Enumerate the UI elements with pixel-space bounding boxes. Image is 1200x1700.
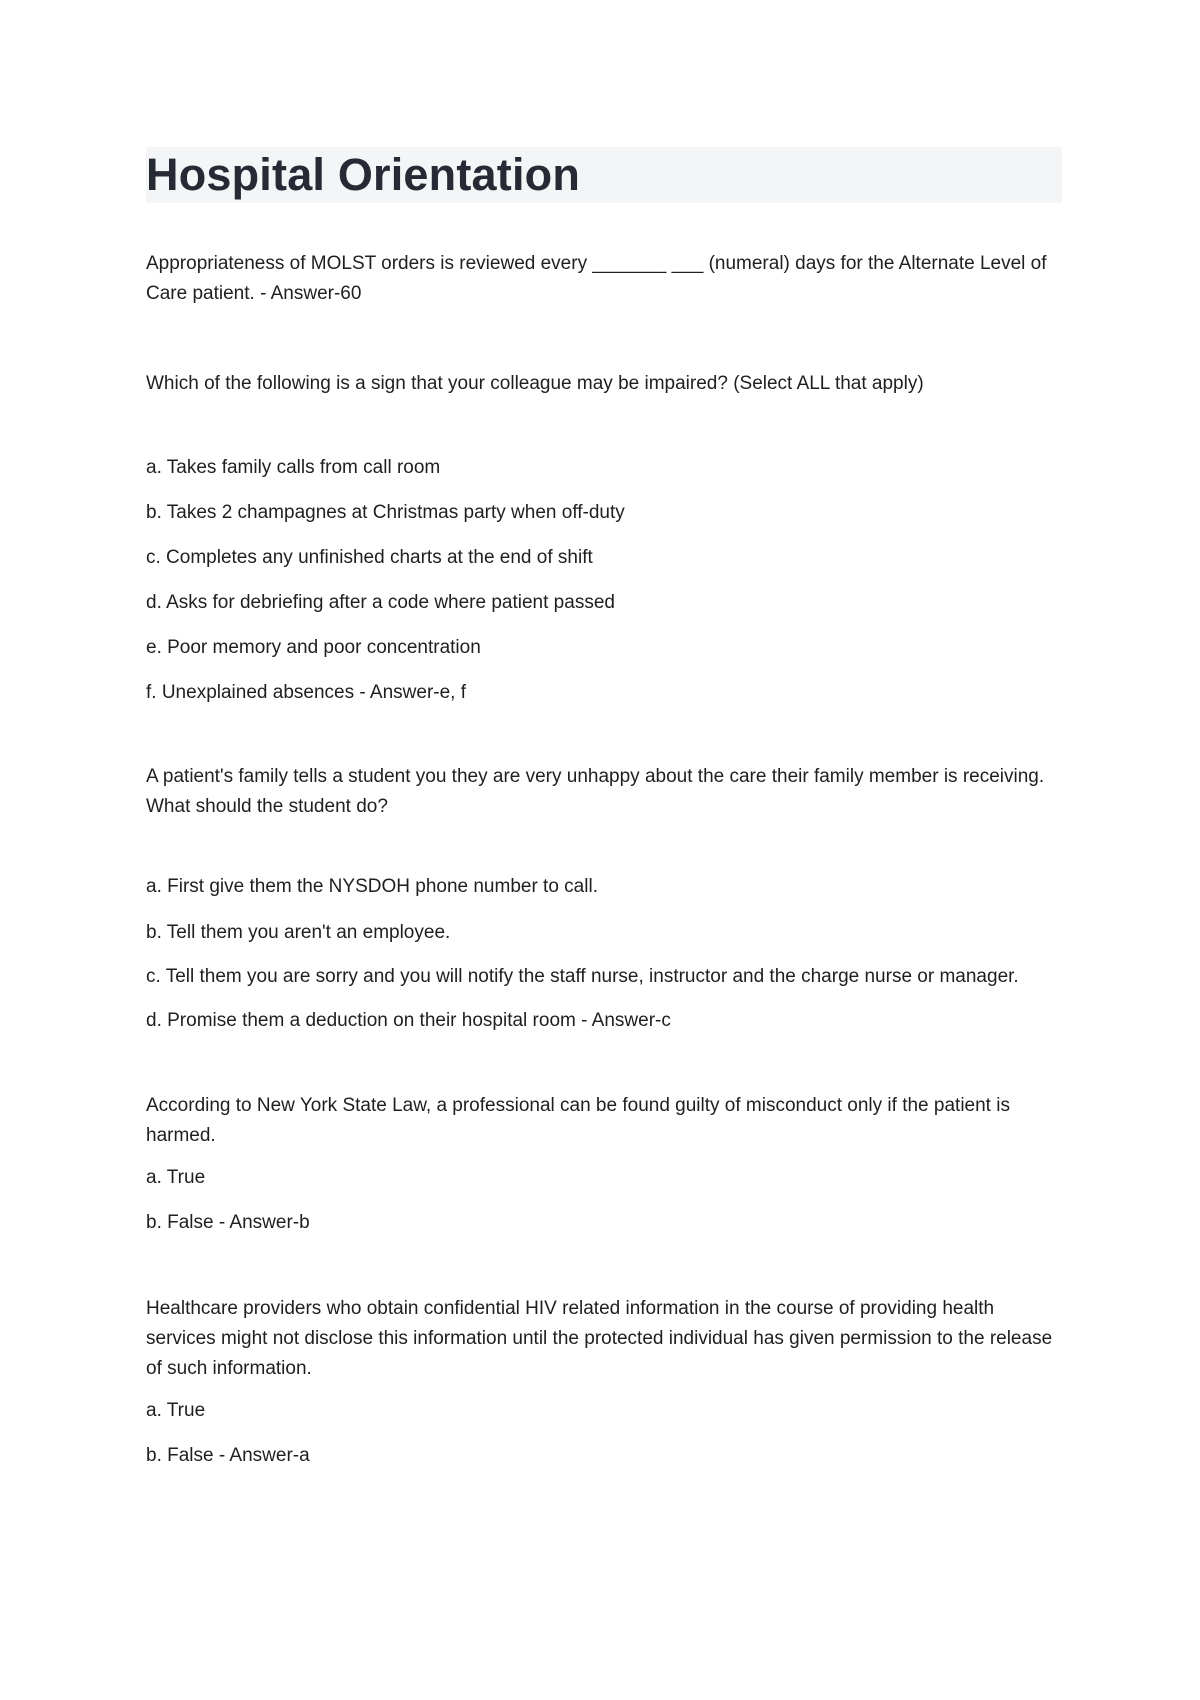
question-text: Healthcare providers who obtain confidential HIV related information in the course of providing health services might not disclose this information until the protected individual has given permission to the release of such information. xyxy=(146,1298,1053,1379)
question-block-5 xyxy=(146,1294,1062,1471)
answer-option: c. Tell them you are sorry and you will notify the staff nurse, instructor and the charge nurse or manager. xyxy=(146,966,1019,987)
answer-option: a. True xyxy=(146,1400,206,1421)
answer-option: f. Unexplained absences - Answer-e, f xyxy=(146,682,467,703)
answer-option: a. First give them the NYSDOH phone number to call. xyxy=(146,876,598,897)
answer-option: b. Tell them you aren't an employee. xyxy=(146,922,451,943)
answer-option: d. Promise them a deduction on their hospital room - Answer-c xyxy=(146,1010,671,1031)
document-title: Hospital Orientation xyxy=(146,149,581,200)
document-page xyxy=(146,147,1062,1471)
question-text: A patient's family tells a student you they are very unhappy about the care their family member is receiving. What should the student do? xyxy=(146,766,1045,817)
answer-option: b. Takes 2 champagnes at Christmas party when off-duty xyxy=(146,502,625,523)
question-block-3 xyxy=(146,762,1062,1036)
answer-option: e. Poor memory and poor concentration xyxy=(146,637,481,658)
title-bar xyxy=(146,147,1062,203)
question-text: Appropriateness of MOLST orders is reviewed every _______ ___ (numeral) days for the Alternate Level of Care patient. - Answer-60 xyxy=(146,253,1047,304)
question-block-1 xyxy=(146,249,1062,309)
answer-option: a. Takes family calls from call room xyxy=(146,457,441,478)
question-text: Which of the following is a sign that your colleague may be impaired? (Select ALL that apply) xyxy=(146,373,924,394)
question-block-4 xyxy=(146,1091,1062,1238)
answer-option: c. Completes any unfinished charts at the end of shift xyxy=(146,547,593,568)
answer-option: b. False - Answer-a xyxy=(146,1445,310,1466)
answer-option: a. True xyxy=(146,1167,206,1188)
question-text: According to New York State Law, a professional can be found guilty of misconduct only if the patient is harmed. xyxy=(146,1095,1010,1146)
question-block-2 xyxy=(146,369,1062,708)
answer-option: d. Asks for debriefing after a code where patient passed xyxy=(146,592,615,613)
answer-option: b. False - Answer-b xyxy=(146,1212,310,1233)
